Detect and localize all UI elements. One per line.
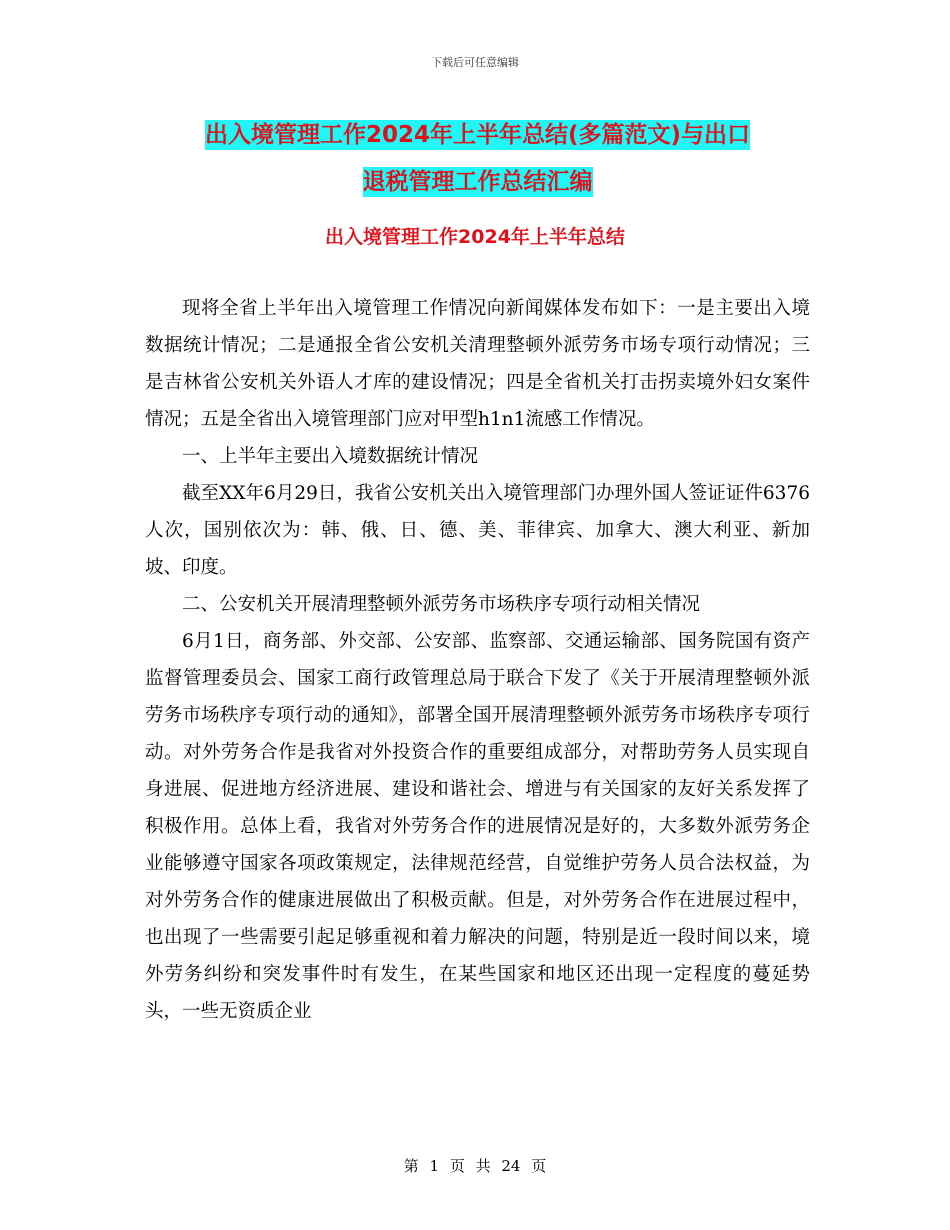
paragraph: 截至XX年6月29日，我省公安机关出入境管理部门办理外国人签证证件6376人次，国别依次为：韩、俄、日、德、美、菲律宾、加拿大、澳大利亚、新加坡、印度。 (145, 483, 810, 578)
paragraph: 现将全省上半年出入境管理工作情况向新闻媒体发布如下：一是主要出入境数据统计情况；二是通报全省公安机关清理整顿外派劳务市场专项行动情况；三是吉林省公安机关外语人才库的建设情况；四是全省机关打击拐卖境外妇女案件情况；五是全省出入境管理部门应对甲型h1n1流感工作情况。 (145, 298, 810, 430)
paragraph: 二、公安机关开展清理整顿外派劳务市场秩序专项行动相关情况 (182, 594, 701, 615)
section-title: 出入境管理工作2024年上半年总结 (325, 226, 625, 248)
document-title-line-2: 退税管理工作总结汇编 (362, 169, 593, 195)
page-header: 下载后可任意编辑 (431, 56, 519, 69)
document-title-line-1: 出入境管理工作2024年上半年总结(多篇范文)与出口 (204, 122, 751, 148)
page-footer: 第 1 页 共 24 页 (403, 1157, 547, 1175)
body-text (145, 290, 810, 1030)
paragraph: 一、上半年主要出入境数据统计情况 (182, 446, 479, 467)
paragraph: 6月1日，商务部、外交部、公安部、监察部、交通运输部、国务院国有资产监督管理委员会、国家工商行政管理总局于联合下发了《关于开展清理整顿外派劳务市场秩序专项行动的通知》，部署全国开展清理整顿外派劳务市场秩序专项行动。对外劳务合作是我省对外投资合作的重要组成部分，对帮助劳务人员实现自身进展、促进地方经济进展、建设和谐社会、增进与有关国家的友好关系发挥了积极作用。总体上看，我省对外劳务合作的进展情况是好的，大多数外派劳务企业能够遵守国家各项政策规定，法律规范经营，自觉维护劳务人员合法权益，为对外劳务合作的健康进展做出了积极贡献。但是，对外劳务合作在进展过程中，也出现了一些需要引起足够重视和着力解决的问题，特别是近一段时间以来，境外劳务纠纷和突发事件时有发生，在某些国家和地区还出现一定程度的蔓延势头，一些无资质企业 (145, 631, 810, 1022)
document-title (145, 112, 810, 206)
